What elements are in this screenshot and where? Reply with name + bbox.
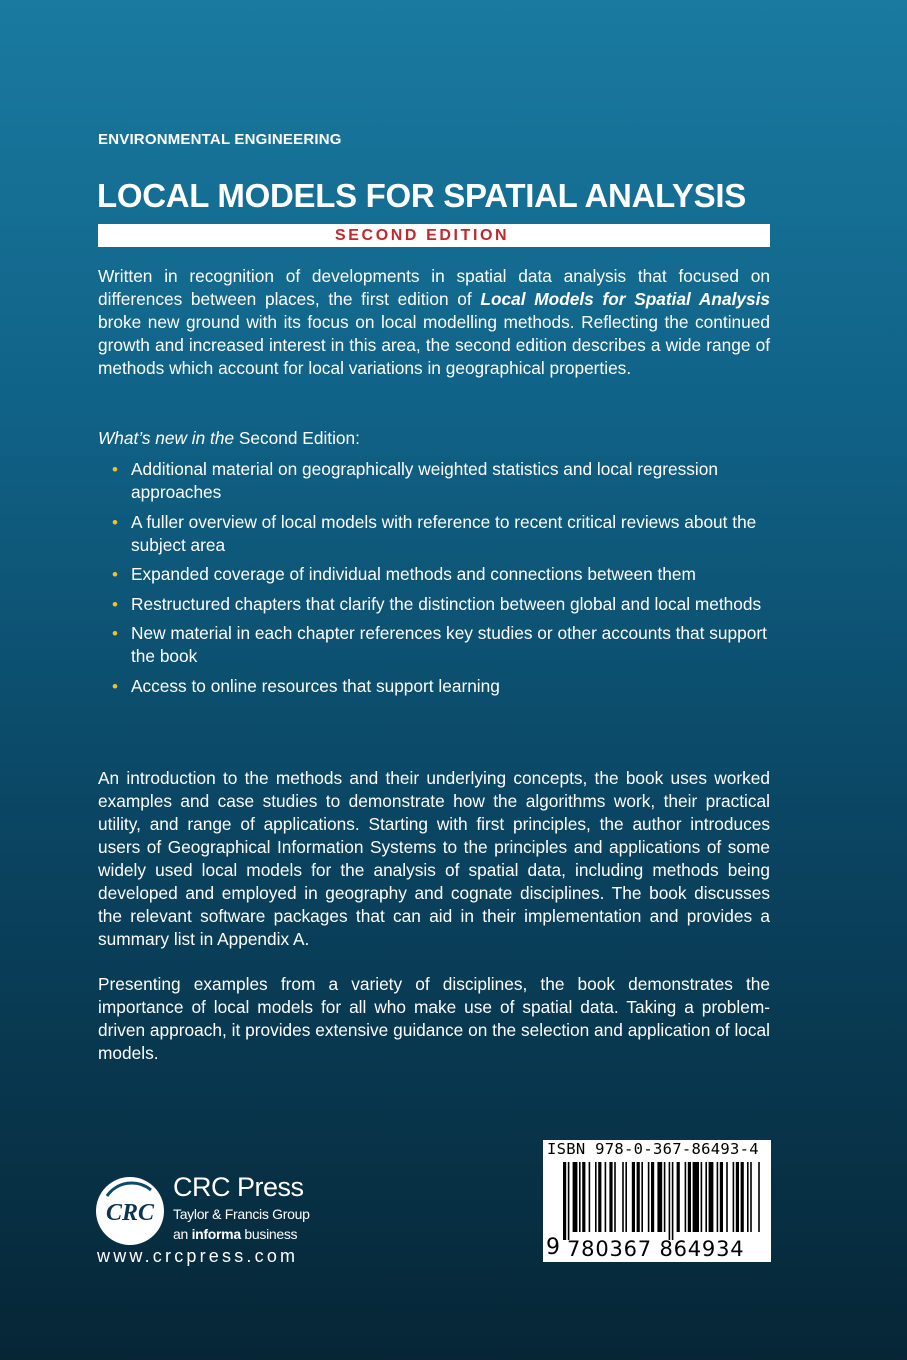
intro-text-end: broke new ground with its focus on local modelling methods. Reflecting the continued growth and increased interest in this area, the second edition describes a wide range of methods which account for local variations in geographical properties.: [98, 312, 770, 378]
barcode-bar: [747, 1162, 749, 1232]
list-item: [98, 563, 770, 586]
whats-new-heading: [98, 427, 360, 450]
barcode-bar: [720, 1162, 723, 1232]
barcode-bar: [741, 1162, 744, 1232]
publisher-group: Taylor & Francis Group: [173, 1206, 310, 1222]
list-item: [98, 622, 770, 668]
category-label: ENVIRONMENTAL ENGINEERING: [98, 131, 342, 148]
list-item-text: Expanded coverage of individual methods and connections between them: [131, 564, 696, 584]
isbn-barcode: [543, 1140, 771, 1262]
list-item: [98, 675, 770, 698]
barcode-bar: [573, 1162, 578, 1232]
publisher-informa: [173, 1226, 297, 1242]
description-paragraph: An introduction to the methods and their underlying concepts, the book uses worked examples and case studies to demonstrate how the algorithms work, their practical utility, and range of applications. Starting with first principles, the author introduces users of Geographical Information Systems to the principles and applications of some widely used local models for the analysis of spatial data, including methods being developed and employed in geography and cognate disciplines. The book discusses the relevant software packages that can aid in their implementation and provides a summary list in Appendix A.: [98, 768, 770, 949]
barcode-bar: [589, 1162, 591, 1232]
intro-paragraph: [98, 265, 770, 380]
barcode-bar: [669, 1162, 671, 1240]
barcode-bar: [609, 1162, 612, 1232]
barcode-bar: [563, 1162, 566, 1240]
barcode-bar: [758, 1162, 760, 1232]
list-item-text: Additional material on geographically weighted statistics and local regression approaches: [131, 459, 718, 502]
barcode-bar: [705, 1162, 707, 1232]
list-item: [98, 458, 770, 504]
barcode-bar: [632, 1162, 635, 1232]
barcode-bar: [568, 1162, 570, 1240]
barcode-bar: [605, 1162, 607, 1232]
barcode-bar: [625, 1162, 627, 1232]
barcode-bar: [726, 1162, 728, 1232]
barcode-bar: [637, 1162, 640, 1232]
barcode-bar: [579, 1162, 581, 1232]
informa-suffix: business: [240, 1226, 298, 1242]
barcode-bar: [657, 1162, 662, 1232]
intro-book-title: Local Models for Spatial Analysis: [480, 289, 771, 309]
barcode-bar: [598, 1162, 601, 1232]
barcode-bar: [693, 1162, 699, 1232]
list-item-text: Restructured chapters that clarify the distinction between global and local methods: [131, 593, 762, 614]
barcode-bar: [685, 1162, 687, 1232]
bullet-icon: •: [112, 460, 118, 479]
barcode-bar: [622, 1162, 624, 1232]
barcode-bar: [664, 1162, 666, 1232]
barcode-bar: [733, 1162, 735, 1232]
barcode-bar: [701, 1162, 703, 1232]
isbn-label: ISBN 978-0-367-86493-4: [547, 1140, 759, 1158]
list-item-text: A fuller overview of local models with reference to recent critical reviews about the subject area: [131, 511, 757, 555]
informa-bold: informa: [191, 1226, 241, 1242]
barcode-bars-icon: [549, 1162, 765, 1240]
crc-press-logo-icon: [93, 1174, 167, 1248]
book-title: LOCAL MODELS FOR SPATIAL ANALYSIS: [97, 177, 746, 214]
publisher-name: CRC Press: [173, 1172, 304, 1202]
feature-list: [98, 458, 770, 704]
barcode-bar: [651, 1162, 654, 1232]
barcode-bar: [677, 1162, 680, 1232]
edition-banner: SECOND EDITION: [98, 224, 770, 247]
informa-prefix: an: [173, 1226, 192, 1242]
barcode-bar: [582, 1162, 585, 1232]
barcode-bar: [614, 1162, 616, 1232]
barcode-bar: [717, 1162, 719, 1232]
bullet-icon: •: [112, 594, 118, 614]
whats-new-normal: Second Edition:: [234, 428, 360, 448]
logo-text: CRC: [105, 1200, 155, 1226]
barcode-bar: [709, 1162, 714, 1232]
list-item: [98, 511, 770, 557]
barcode-bar: [672, 1162, 674, 1240]
intro-text-start: Written in recognition of developments in spatial data analysis that focused on differences between places, the first edition of: [98, 266, 770, 309]
barcode-bar: [595, 1162, 597, 1232]
list-item-text: New material in each chapter references key studies or other accounts that support the book: [131, 623, 767, 666]
summary-paragraph: Presenting examples from a variety of disciplines, the book demonstrates the importance of local models for all who make use of spatial data. Taking a problem-driven approach, it provides extensive guidance on the selection and application of local models.: [98, 974, 770, 1063]
ean-first-digit: 9: [546, 1235, 560, 1260]
ean-digits: 780367 864934: [567, 1237, 745, 1261]
bullet-icon: •: [112, 565, 118, 584]
publisher-url: www.crcpress.com: [97, 1246, 299, 1266]
barcode-bar: [641, 1162, 643, 1232]
barcode-bar: [750, 1162, 752, 1232]
barcode-bar: [648, 1162, 650, 1232]
barcode-bar: [688, 1162, 691, 1232]
bullet-icon: •: [112, 624, 118, 643]
bullet-icon: •: [112, 512, 118, 532]
bullet-icon: •: [112, 676, 118, 696]
whats-new-italic: What’s new in the: [98, 428, 235, 448]
barcode-bar: [736, 1162, 739, 1232]
list-item: [98, 593, 770, 616]
list-item-text: Access to online resources that support learning: [131, 675, 500, 696]
